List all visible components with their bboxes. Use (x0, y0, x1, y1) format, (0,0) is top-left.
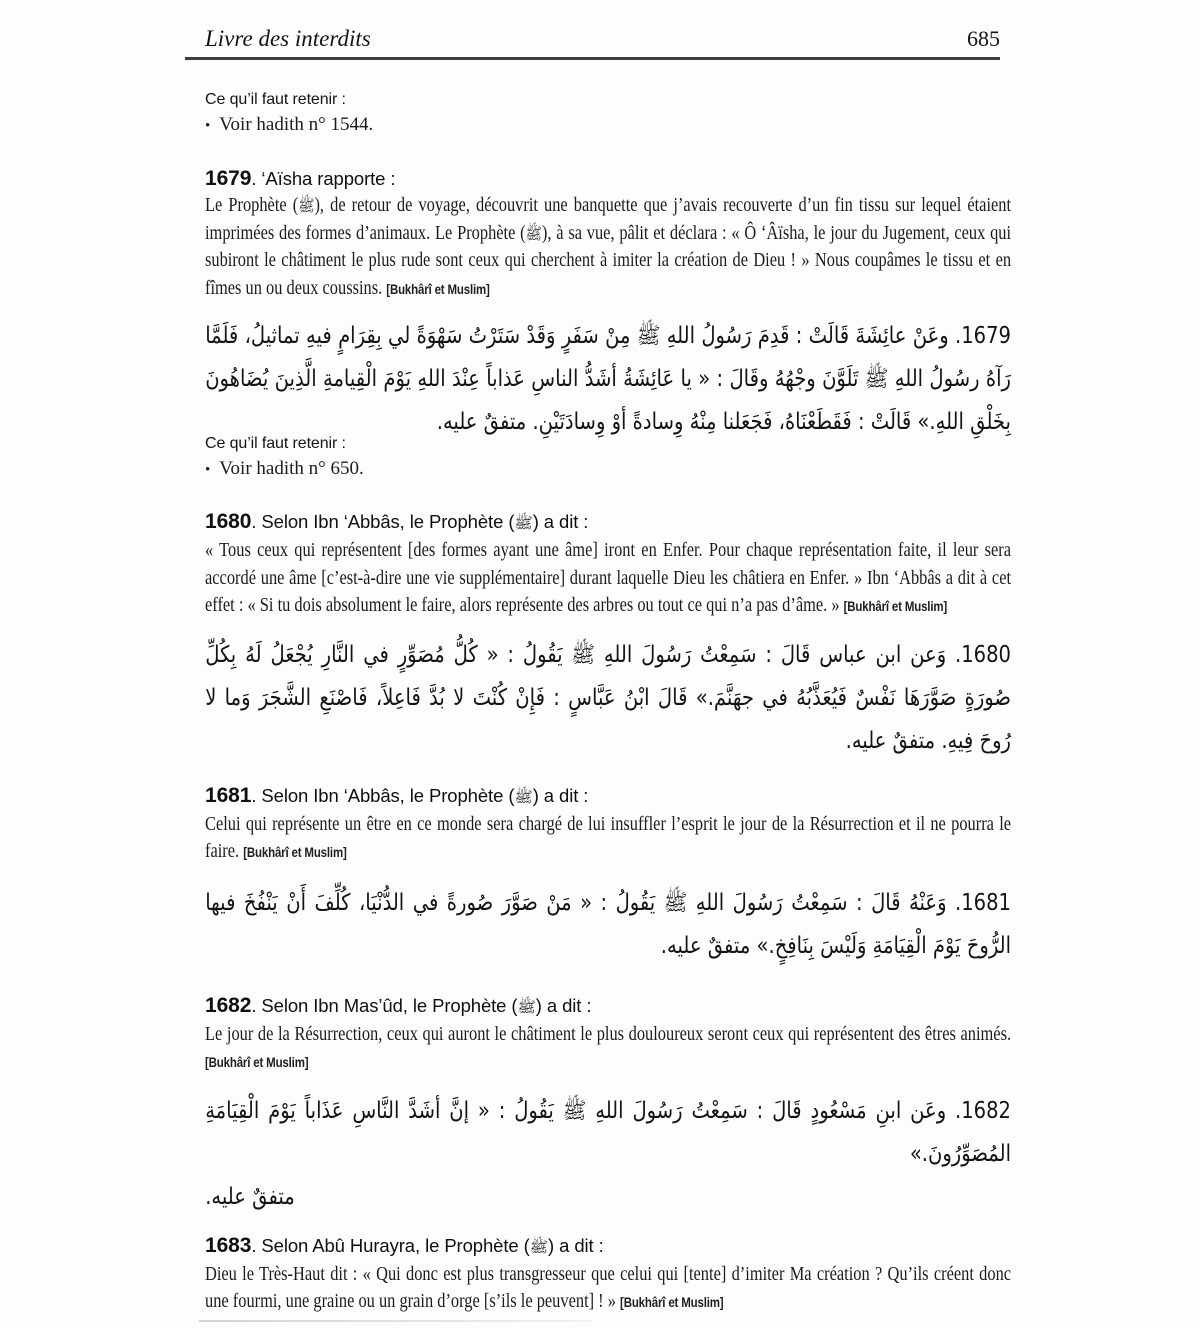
heading-text: . Selon Ibn Mas’ûd, le Prophète ( (251, 994, 518, 1016)
retenir-note-1 (205, 90, 1011, 138)
hadith-1683-translation (205, 1261, 1011, 1317)
saw-honorific-icon: ﷺ (514, 515, 533, 532)
hadith-1682-arabic: 1682. وعَن ابنِ مَسْعُودٍ قَالَ : سَمِعْتُ رَسُولَ اللهِ ﷺ يَقُولُ : « إنَّ أشَدَّ النَّاسِ عَذَاباً يَوْمَ الْقِيَامَةِ المُصَوِّرُونَ.» (205, 1097, 1011, 1167)
retenir-item-text: Voir hadith n° 650. (219, 458, 364, 479)
hadith-1679-translation (205, 192, 1011, 303)
hadith-number: 1683 (205, 1233, 252, 1257)
saw-honorific-icon: ﷺ (529, 1238, 549, 1256)
page-number: 685 (967, 26, 1000, 51)
hadith-1681-arabic: 1681. وَعَنْهُ قَالَ : سَمِعْتُ رَسُولَ اللهِ ﷺ يَقُولُ : « مَنْ صَوَّرَ صُورةً في الدُّنْيَا، كُلِّفَ أَنْ يَنْفُخَ فيها الرُّوحَ يَوْمَ الْقِيَامَةِ وَلَيْسَ بِنَافِخٍ.» متفقٌ عليه. (205, 889, 1011, 959)
heading-text: ) a dit : (535, 994, 592, 1016)
hadith-1682-arabic-tail: متفقٌ عليه. (205, 1183, 295, 1210)
hadith-1679-heading (205, 166, 1011, 192)
hadith-1683-heading (205, 1233, 1011, 1261)
hadith-number: 1681 (205, 783, 252, 807)
heading-text: ) a dit : (548, 1234, 604, 1256)
saw-honorific-icon: ﷺ (298, 196, 315, 215)
retenir-item (205, 457, 1011, 482)
heading-text: . ‘Aïsha rapporte : (251, 168, 396, 189)
hadith-1682-heading (205, 993, 1011, 1021)
hadith-1681-heading (205, 783, 1011, 811)
heading-text: ) a dit : (532, 784, 589, 806)
retenir-item-text: Voir hadith n° 1544. (219, 114, 374, 135)
hadith-1680-heading (205, 509, 1011, 537)
saw-honorific-icon: ﷺ (514, 788, 533, 806)
hadith-1680-arabic: 1680. وَعن ابن عباس قَالَ : سَمِعْتُ رَسُولَ اللهِ ﷺ يَقُولُ : « كُلُّ مُصَوِّرٍ في النَّارِ يُجْعَلُ لَهُ بِكُلِّ صُورَةٍ صَوَّرَهَا نَفْسٌ فَيُعَذَّبُهُ في جهَنَّمَ.» قَالَ ابْنُ عَبَّاسٍ : فَإِنْ كُنْتَ لا بُدَّ فَاعِلاً، فَاصْنَعِ الشَّجَرَ وَما لا رُوحَ فِيهِ. متفقٌ عليه. (205, 641, 1011, 754)
running-title: Livre des interdits (205, 26, 371, 51)
source-tag: [Bukhârî et Muslim] (620, 1294, 724, 1310)
hadith-1680-translation (205, 537, 1011, 621)
retenir-label: Ce qu’il faut retenir : (205, 91, 346, 108)
text-run: Le jour de la Résurrection, ceux qui auront le châtiment le plus douloureux seront ceux qui représentent des êtres animés. (205, 1022, 1012, 1045)
text-run: Celui qui représente un être en ce monde sera chargé de lui insuffler l’esprit le jour de la Résurrection et il ne pourra le faire. (205, 812, 1012, 862)
source-tag: [Bukhârî et Muslim] (205, 1054, 309, 1070)
source-tag: [Bukhârî et Muslim] (243, 844, 347, 860)
heading-text: . Selon Abû Hurayra, le Prophète ( (251, 1234, 530, 1256)
retenir-label: Ce qu’il faut retenir : (205, 435, 346, 452)
saw-honorific-icon: ﷺ (517, 998, 536, 1016)
scan-artifact-line (199, 1320, 591, 1322)
text-run: Le Prophète ( (205, 194, 299, 216)
retenir-item (205, 113, 1011, 138)
saw-honorific-icon: ﷺ (525, 223, 542, 243)
bullet-icon: • (205, 462, 211, 478)
text-run: ), à sa vue, pâlit et déclara : « Ô ‘Âïsha, le jour du Jugement, ceux qui subiront le châtiment le plus rude sont ceux qui cherchent à imiter la création de Dieu ! » Nous coupâmes le tissu et en fîmes un ou deux coussins. (205, 221, 1012, 299)
text-run: « Tous ceux qui représentent [des formes ayant une âme] iront en Enfer. Pour chaque représentation faite, il leur sera accordé une âme [c’est-à-dire une vie supplémentaire] durant laquelle Dieu les châtiera en Enfer. » Ibn ‘Abbâs a dit à cet effet : « Si tu dois absolument le faire, alors représente des arbres ou tout ce qui n’a pas d’âme. » (205, 539, 1012, 616)
hadith-1679-arabic: 1679. وعَنْ عائِشَةَ قَالَتْ : قَدِمَ رَسُولُ اللهِ ﷺ مِنْ سَفَرٍ وَقَدْ سَتَرْتُ سَهْوَةً لي بِقِرَامٍ فيهِ تماثيلُ، فَلَمَّا رَآهُ رسُولُ اللهِ ﷺ تَلَوَّنَ وجْهُهُ وقَالَ : « يا عَائِشَةُ أشَدُّ الناسِ عَذاباً عِنْدَ اللهِ يَوْمَ الْقِيامةِ الَّذِينَ يُضَاهُونَ بِخَلْقِ اللهِ.» قَالَتْ : فَقَطَعْنَاهُ، فَجَعَلنا مِنْهُ وِسادةً أوْ وِسادَتَيْنِ. متفقٌ عليه. (205, 323, 1011, 435)
source-tag: [Bukhârî et Muslim] (386, 280, 490, 297)
heading-text: . Selon Ibn ‘Abbâs, le Prophète ( (251, 784, 515, 806)
page-content (205, 26, 1011, 1322)
text-run: ), de retour de voyage, découvrit une banquette que j’avais recouverte d’un fin tissu sur lequel étaient imprimées des formes d’animaux. Le Prophète ( (205, 194, 1012, 244)
source-tag: [Bukhârî et Muslim] (843, 598, 948, 614)
hadith-number: 1680 (205, 510, 252, 533)
page-header (185, 26, 1000, 60)
hadith-number: 1682 (205, 993, 252, 1017)
heading-text: . Selon Ibn ‘Abbâs, le Prophète ( (251, 511, 515, 532)
hadith-1681-translation (205, 811, 1011, 867)
hadith-1682-translation (205, 1021, 1011, 1077)
bullet-icon: • (205, 118, 211, 134)
text-run: Dieu le Très-Haut dit : « Qui donc est plus transgresseur que celui qui [tente] d’imiter Ma création ? Qu’ils créent donc une fourmi, une graine ou un grain d’orge [s’ils le peuvent] ! » (205, 1262, 1012, 1312)
hadith-number: 1679 (205, 167, 252, 190)
heading-text: ) a dit : (532, 511, 589, 532)
